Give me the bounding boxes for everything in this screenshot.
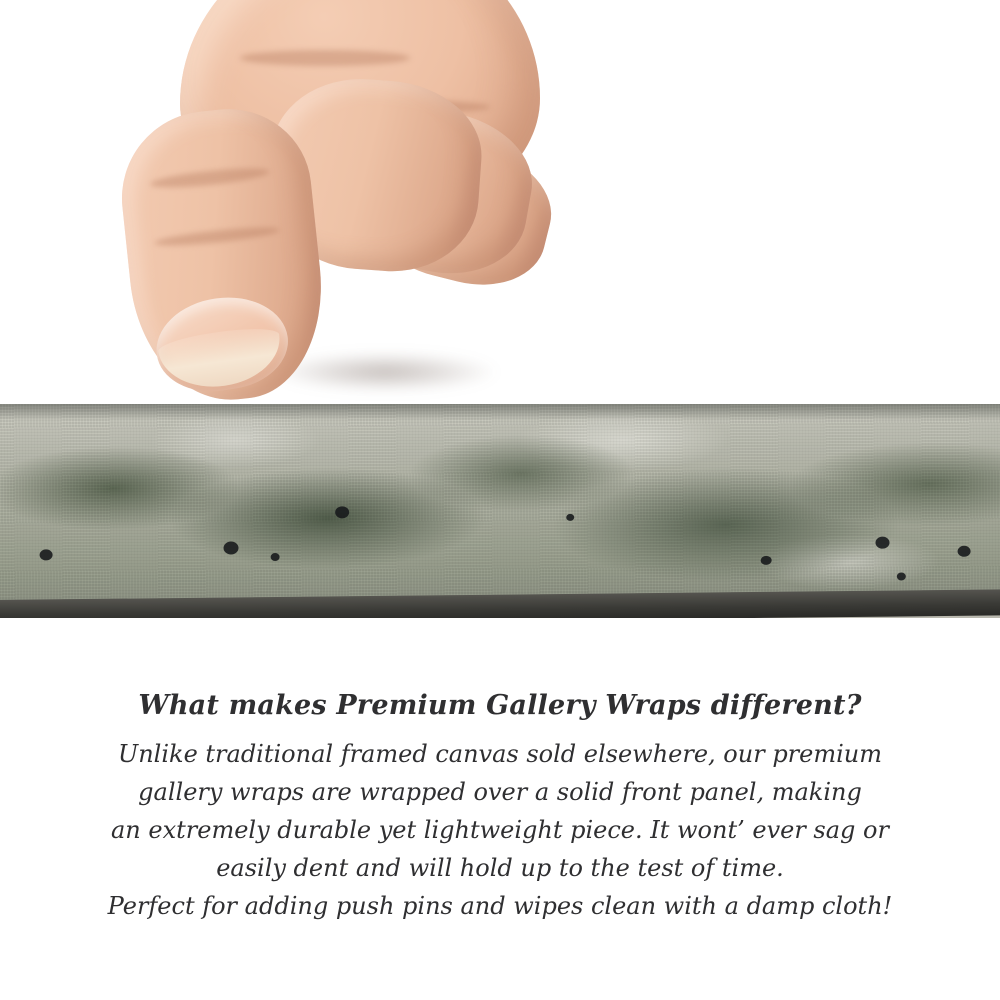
canvas-speck [223, 541, 238, 554]
finger-contact-shadow [270, 352, 500, 392]
finger-crease [149, 165, 270, 191]
caption-line: an extremely durable yet lightweight piece. It wont’ ever sag or [111, 816, 889, 844]
canvas-speck [958, 546, 971, 557]
canvas-printed-surface [0, 404, 1000, 618]
caption-line: Unlike traditional framed canvas sold elsewhere, our premium [117, 740, 882, 768]
caption-line: easily dent and will hold up to the test of time. [216, 854, 784, 882]
caption-line: Perfect for adding push pins and wipes clean with a damp cloth! [107, 892, 893, 920]
hand-illustration [120, 0, 540, 430]
canvas-speck [897, 572, 906, 580]
knuckle-crease [240, 50, 410, 66]
canvas-speck [335, 506, 349, 518]
canvas-edge-strip [0, 404, 1000, 618]
canvas-top-shading [0, 404, 1000, 420]
canvas-speck [761, 556, 772, 565]
caption-line: gallery wraps are wrapped over a solid front panel, making [138, 778, 862, 806]
canvas-speck [875, 537, 889, 549]
canvas-weave-texture [0, 404, 1000, 618]
finger-crease [154, 224, 281, 249]
canvas-speck [566, 514, 574, 521]
canvas-speck [40, 549, 53, 560]
caption-block [0, 690, 1000, 925]
canvas-speck [271, 553, 280, 561]
caption-title: What makes Premium Gallery Wraps different? [138, 690, 862, 721]
